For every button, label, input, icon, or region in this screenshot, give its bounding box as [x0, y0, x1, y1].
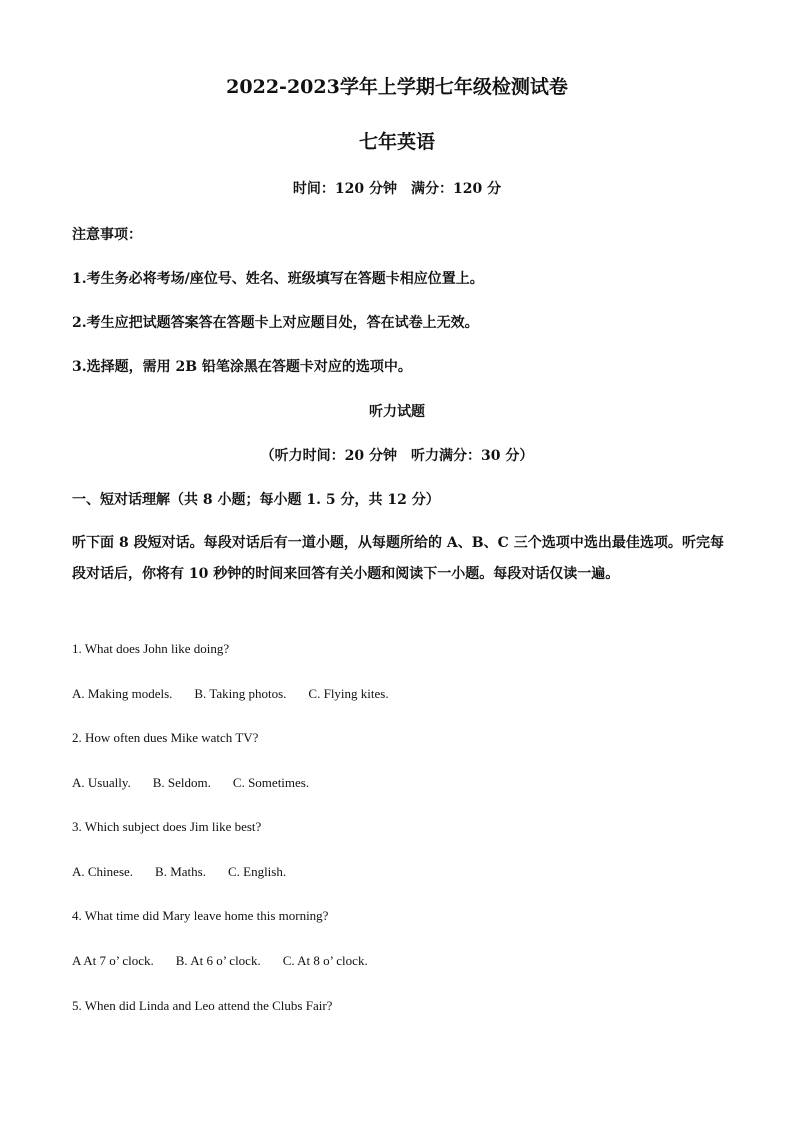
question-text: 2. How often dues Mike watch TV?: [72, 730, 259, 745]
option-c: C. Flying kites.: [308, 686, 389, 701]
option-a: A. Chinese.: [72, 864, 134, 879]
option-a: A. Making models.: [72, 686, 173, 701]
option-b: B. Maths.: [155, 864, 206, 879]
option-b: B. At 6 o’ clock.: [175, 953, 261, 968]
option-c: C. Sometimes.: [232, 775, 310, 790]
note-item: 3.选择题，需用 2B 铅笔涂黑在答题卡对应的选项中。: [72, 359, 412, 375]
subject-title: 七年英语: [358, 131, 435, 153]
option-a: A At 7 o’ clock.: [72, 953, 154, 968]
section-title: 一、短对话理解（共 8 小题；每小题 1. 5 分，共 12 分）: [72, 492, 440, 508]
option-a: A. Usually.: [72, 775, 131, 790]
option-b: B. Seldom.: [152, 775, 211, 790]
option-c: C. At 8 o’ clock.: [282, 953, 368, 968]
section-instructions: 听下面 8 段短对话。每段对话后有一道小题，从每题所给的 A、B、C 三个选项中选出最佳选项。听完每段对话后，你将有 10 秒钟的时间来回答有关小题和阅读下一小题。每段对话仅读一遍。: [72, 535, 724, 582]
question-text: 1. What does John like doing?: [72, 641, 230, 656]
listening-heading: 听力试题: [369, 404, 425, 420]
question-text: 4. What time did Mary leave home this morning?: [72, 908, 329, 923]
listening-subheading: （听力时间：20 分钟 听力满分：30 分）: [260, 448, 534, 464]
question-text: 3. Which subject does Jim like best?: [72, 819, 262, 834]
exam-time-score: 时间：120 分钟 满分：120 分: [292, 181, 502, 197]
option-b: B. Taking photos.: [194, 686, 287, 701]
note-item: 2.考生应把试题答案答在答题卡上对应题目处，答在试卷上无效。: [72, 315, 479, 331]
option-c: C. English.: [227, 864, 287, 879]
question-options: [72, 953, 368, 969]
question-options: [72, 686, 389, 702]
exam-title: 2022-2023学年上学期七年级检测试卷: [226, 76, 568, 98]
question-options: [72, 775, 309, 791]
question-options: [72, 864, 286, 880]
notes-heading: 注意事项：: [72, 227, 142, 243]
question-text: 5. When did Linda and Leo attend the Clubs Fair?: [72, 998, 333, 1013]
note-item: 1.考生务必将考场/座位号、姓名、班级填写在答题卡相应位置上。: [72, 271, 484, 287]
